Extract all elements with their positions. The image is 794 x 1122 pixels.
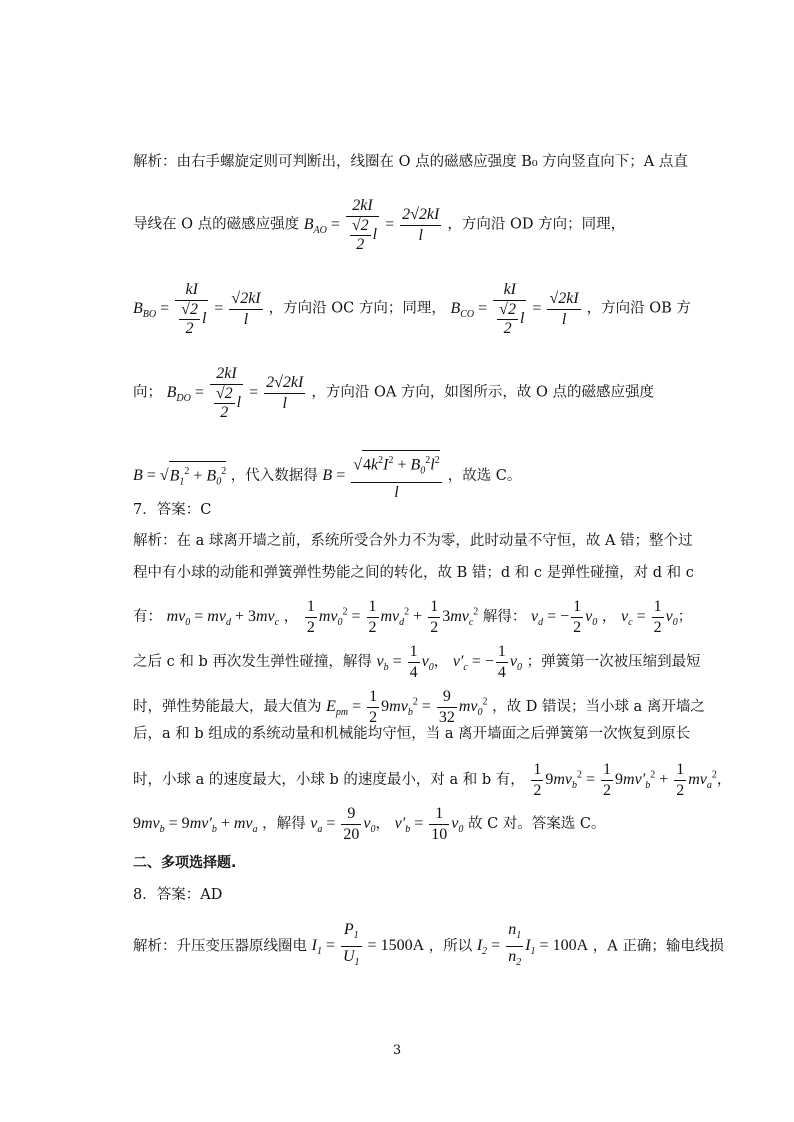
q7-line-3: 有： $mv_0 = mv_d + 3mv_c$ ， $\frac{1}{2}$ $mv_0^2$ = $\frac{1}{2}$ $mv_d^2$ + $\frac{1}{2}$ $3mv_c^2$ 解得： $v_d$ = − $\frac{1}{2}$ $v_0$ ， $v_c$ = $\frac{1}{2}$ $v_0$； — [133, 598, 693, 636]
page-number: 3 — [392, 1043, 402, 1058]
text: 向； — [133, 384, 162, 401]
text: ；弹簧第一次被压缩到最短 — [526, 654, 701, 671]
text: ，方向沿 OB 方 — [586, 300, 691, 317]
q6-line-4 — [133, 364, 654, 422]
formula-b-result: B = $\frac{√4k^2I^2 + B_0^2l^2}{l}$ — [322, 467, 447, 484]
text: ，方向沿 OD 方向；同理， — [447, 216, 626, 233]
text: ，故选 C。 — [447, 467, 522, 484]
q6-line-1 — [133, 152, 688, 172]
formula-vb-prime: $v'_b$ = $\frac{1}{10}$ $v_0$ — [394, 805, 464, 843]
q7-line-2 — [133, 563, 694, 583]
q7-line-4: 之后 c 和 b 再次发生弹性碰撞，解得 $v_b$ = $\frac{1}{4}$ $v_0$， $v'_c$ = − $\frac{1}{4}$ $v_0$ ；弹簧第一次被压缩到最短 — [133, 643, 701, 681]
formula-momentum-2: $9mv_b = 9mv'_b + mv_a$ — [133, 815, 258, 836]
formula-bbo: $B_{BO}$ = kI $\frac{√2}{2}$ l = $\frac{√2kI}{l}$ — [133, 281, 261, 337]
formula-va: $v_a$ = $\frac{9}{20}$ $v_0$ — [310, 805, 376, 843]
formula-bco: $B_{CO}$ = kI $\frac{√2}{2}$ l = $\frac{√2kI}{l}$ — [450, 281, 579, 337]
formula-i2: $I_2$ = $\frac{n_1}{n_2}$ $I_1 = 100A$ — [476, 921, 589, 969]
q6-line-2 — [133, 196, 625, 254]
text: 8．答案：AD — [133, 887, 223, 903]
text: 时，小球 a 的速度最大，小球 b 的速度最小，对 a 和 b 有， — [133, 772, 525, 789]
q7-line-1 — [133, 531, 693, 551]
q7-line-6 — [133, 724, 690, 744]
text: ，方向沿 OC 方向；同理， — [268, 300, 446, 317]
section-heading — [133, 853, 236, 873]
text: 解得： — [482, 609, 527, 626]
q6-line-5 — [133, 450, 521, 503]
text: ，A 正确；输电线损 — [592, 938, 724, 955]
formula-energy-2: $\frac{1}{2}$ $9mv_b^2$ = $\frac{1}{2}$ $9mv'_b^2$ + $\frac{1}{2}$ $mv_a^2$ — [533, 761, 717, 799]
formula-momentum: $mv_0 = mv_d + 3mv_c$ — [166, 608, 280, 629]
q7-answer — [133, 500, 211, 520]
formula-vb: $v_b$ = $\frac{1}{4}$ $v_0$ — [376, 643, 434, 681]
formula-bao: $B_{AO}$ = 2kI $\frac{√2}{2}$ l = $\frac{2√2kI}{l}$ — [303, 197, 440, 253]
text: 后，a 和 b 组成的系统动量和机械能均守恒，当 a 离开墙面之后弹簧第一次恢复到原长 — [133, 726, 691, 742]
formula-vc: $v_c$ = $\frac{1}{2}$ $v_0$ — [621, 598, 678, 636]
q7-line-8: $9mv_b = 9mv'_b + mv_a$ ，解得 $v_a$ = $\frac{9}{20}$ $v_0$， $v'_b$ = $\frac{1}{10}$ $v_0$ 故 C 对。答案选 C。 — [133, 805, 606, 843]
q7-line-7: 时，小球 a 的速度最大，小球 b 的速度最小，对 a 和 b 有， $\frac{1}{2}$ $9mv_b^2$ = $\frac{1}{2}$ $9mv'_b^2$ + $\frac{1}{2}$ $mv_a^2$， — [133, 761, 732, 799]
text: ，解得 — [262, 816, 306, 833]
q7-line-5 — [133, 687, 705, 728]
text: 解析：由右手螺旋定则可判断出，线圈在 O 点的磁感应强度 B₀ 方向竖直向下；A 点直 — [133, 154, 688, 170]
formula-bdo: $B_{DO}$ = 2kI $\frac{√2}{2}$ l = $\frac{2√2kI}{l}$ — [166, 365, 304, 421]
text: 解析：在 a 球离开墙之前，系统所受合外力不为零，此时动量不守恒，故 A 错；整个过 — [133, 533, 693, 549]
i1-value: 1500A — [380, 937, 425, 955]
formula-epm: $E_{pm}$ = $\frac{1}{2}$ $9mv_b^2$ = $\frac{9}{32}$ $mv_0^2$ — [326, 688, 488, 726]
text: 故 C 对。答案选 C。 — [467, 816, 606, 833]
text: ，所以 — [428, 938, 473, 955]
q8-answer — [133, 885, 222, 905]
text: ，方向沿 OA 方向，如图所示，故 O 点的磁感应强度 — [311, 384, 655, 401]
text: 解析：升压变压器原线圈电 — [133, 938, 307, 955]
formula-vc-prime: $v'_c$ = − $\frac{1}{4}$ $v_0$ — [452, 643, 523, 681]
q6-line-3 — [133, 280, 691, 338]
text: ，故 D 错误；当小球 a 离开墙之 — [492, 699, 705, 716]
text: ，代入数据得 — [230, 467, 318, 484]
text: 之后 c 和 b 再次发生弹性碰撞，解得 — [133, 654, 372, 671]
text: 程中有小球的动能和弹簧弹性势能之间的转化，故 B 错；d 和 c 是弹性碰撞，对 d 和 c — [133, 565, 694, 581]
text: 时，弹性势能最大，最大值为 — [133, 699, 322, 716]
q8-line-1 — [133, 920, 724, 973]
text: 有： — [133, 609, 162, 626]
i2-value: 100A — [552, 937, 589, 955]
formula-b-sum: $B = √B_1^2 + B_0^2$ — [133, 467, 226, 484]
text: 导线在 O 点的磁感应强度 — [133, 216, 300, 233]
text: 二、多项选择题. — [133, 855, 237, 871]
formula-energy: $\frac{1}{2}$ $mv_0^2$ = $\frac{1}{2}$ $mv_d^2$ + $\frac{1}{2}$ $3mv_c^2$ — [306, 598, 479, 636]
text: 7．答案：C — [133, 502, 212, 518]
formula-i1: $I_1$ = $\frac{P_1}{U_1}$ = 1500A — [311, 921, 425, 969]
formula-vd: $v_d$ = − $\frac{1}{2}$ $v_0$ — [531, 598, 598, 636]
